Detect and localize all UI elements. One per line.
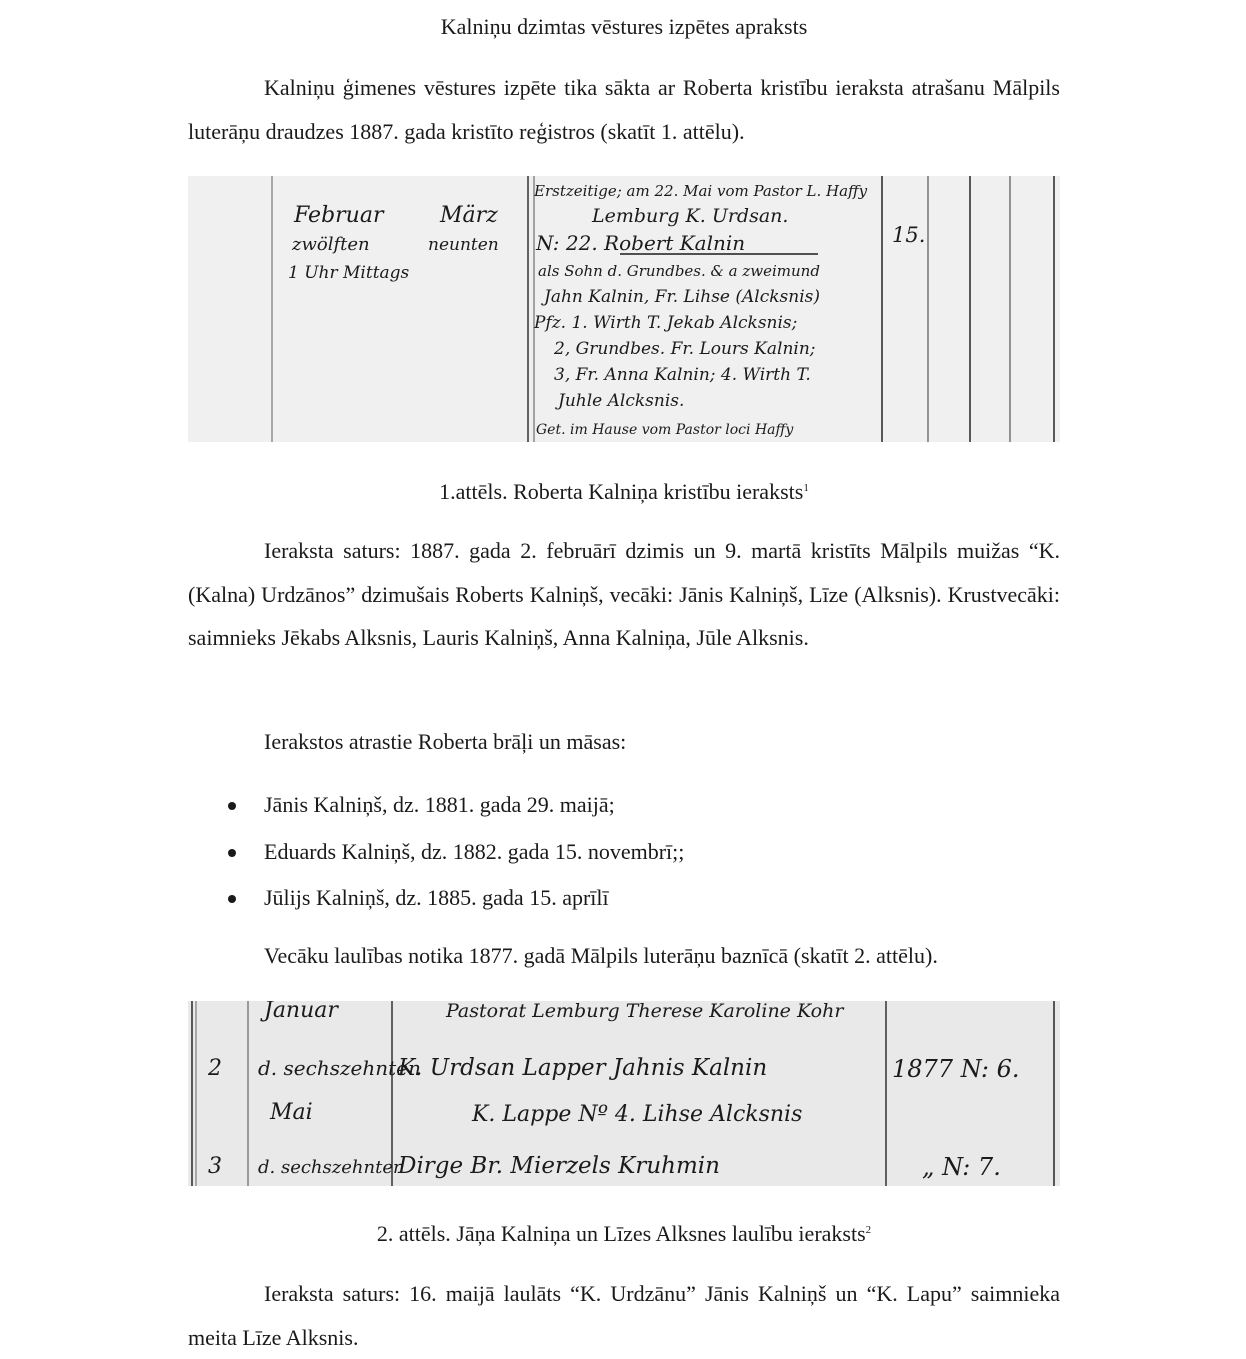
record-line-3: N: 22. Robert Kalnin: [536, 231, 746, 255]
list-item: [188, 829, 1060, 876]
marriage-register-7: „ N: 7.: [922, 1153, 1001, 1181]
record-line-2: Lemburg K. Urdsan.: [592, 205, 789, 227]
figure-1-caption-text: 1.attēls. Roberta Kalniņa kristību ieraksts: [439, 479, 804, 504]
marriage-line-1: Pastorat Lemburg Therese Karoline Kohr: [446, 1001, 844, 1022]
record-birth-month: Februar: [294, 203, 384, 228]
document-title: Kalniņu dzimtas vēstures izpētes apraksts: [440, 14, 808, 39]
record-line-10: Get. im Hause vom Pastor loci Haffy: [536, 422, 794, 438]
marriage-month-1: Januar: [264, 1001, 338, 1023]
record-line-4: als Sohn d. Grundbes. & a zweimund: [538, 262, 820, 280]
bullet-icon: [228, 895, 236, 903]
record-baptism-month: März: [440, 203, 498, 228]
record-birth-hour: 1 Uhr Mittags: [288, 263, 410, 283]
marriage-register-6: 1877 N: 6.: [892, 1055, 1020, 1083]
record-number: 15.: [892, 223, 926, 247]
figure-2-caption: [188, 1219, 1060, 1249]
marriage-day-2: d. sechszehnten: [258, 1157, 405, 1178]
siblings-list: [188, 782, 1060, 922]
list-item: [188, 875, 1060, 922]
record-line-9: Juhle Alcksnis.: [558, 391, 685, 411]
figure-2-footnote: 2: [865, 1224, 872, 1236]
marriage-content-paragraph: Ieraksta saturs: 16. maijā laulāts “K. Urdzānu” Jānis Kalniņš un “K. Lapu” saimnieka meita Līze Alksnis.: [188, 1281, 1060, 1350]
bullet-icon: [228, 849, 236, 857]
marriage-month-2: Mai: [270, 1100, 313, 1125]
record-line-5: Jahn Kalnin, Fr. Lihse (Alcksnis): [544, 287, 821, 307]
marriage-line-2: K. Urdsan Lapper Jahnis Kalnin: [398, 1055, 768, 1081]
record-birth-day: zwölften: [292, 234, 370, 255]
sibling-text: Eduards Kalniņš, dz. 1882. gada 15. novembrī;;: [264, 838, 685, 864]
marriage-row-number-2: 2: [208, 1056, 222, 1081]
sibling-text: Jānis Kalniņš, dz. 1881. gada 29. maijā;: [264, 792, 615, 817]
record-content-paragraph: Ieraksta saturs: 1887. gada 2. februārī dzimis un 9. martā kristīts Mālpils muižas “K. (Kalna) Urdzānos” dzimušais Roberts Kalniņš, vecāki: Jānis Kalniņš, Līze (Alksnis). Krustvecāki: saimnieks Jēkabs Alksnis, Lauris Kalniņš, Anna Kalniņa, Jūle Alksnis.: [188, 538, 1060, 650]
marriage-intro-paragraph: Vecāku laulības notika 1877. gadā Mālpils luterāņu baznīcā (skatīt 2. attēlu).: [264, 943, 938, 968]
record-line-8: 3, Fr. Anna Kalnin; 4. Wirth T.: [554, 365, 811, 385]
baptism-record-image: [188, 176, 1060, 442]
record-line-6: Pfz. 1. Wirth T. Jekab Alcksnis;: [534, 313, 798, 333]
figure-2-caption-text: 2. attēls. Jāņa Kalniņa un Līzes Alksnes laulību ieraksts: [376, 1221, 866, 1246]
list-item: [188, 782, 1060, 829]
marriage-line-3: K. Lappe Nº 4. Lihse Alcksnis: [472, 1102, 803, 1127]
sibling-text: Jūlijs Kalniņš, dz. 1885. gada 15. aprīlī: [264, 885, 609, 910]
record-baptism-day: neunten: [428, 235, 499, 255]
marriage-row-number-3: 3: [208, 1154, 222, 1179]
marriage-day-1: d. sechszehnten: [258, 1056, 421, 1080]
record-line-1: Erstzeitige; am 22. Mai vom Pastor L. Haffy: [534, 182, 868, 200]
figure-1-caption: [188, 477, 1060, 507]
marriage-record-image: [188, 1001, 1060, 1186]
figure-1-footnote: 1: [803, 482, 809, 494]
intro-paragraph: Kalniņu ģimenes vēstures izpēte tika sākta ar Roberta kristību ieraksta atrašanu Mālpils luterāņu draudzes 1887. gada kristīto reģistros (skatīt 1. attēlu).: [188, 75, 1060, 144]
marriage-line-4: Dirge Br. Mierzels Kruhmin: [398, 1153, 720, 1179]
siblings-intro-paragraph: Ierakstos atrastie Roberta brāļi un māsas:: [264, 729, 627, 754]
bullet-icon: [228, 802, 236, 810]
record-line-7: 2, Grundbes. Fr. Lours Kalnin;: [554, 339, 816, 359]
